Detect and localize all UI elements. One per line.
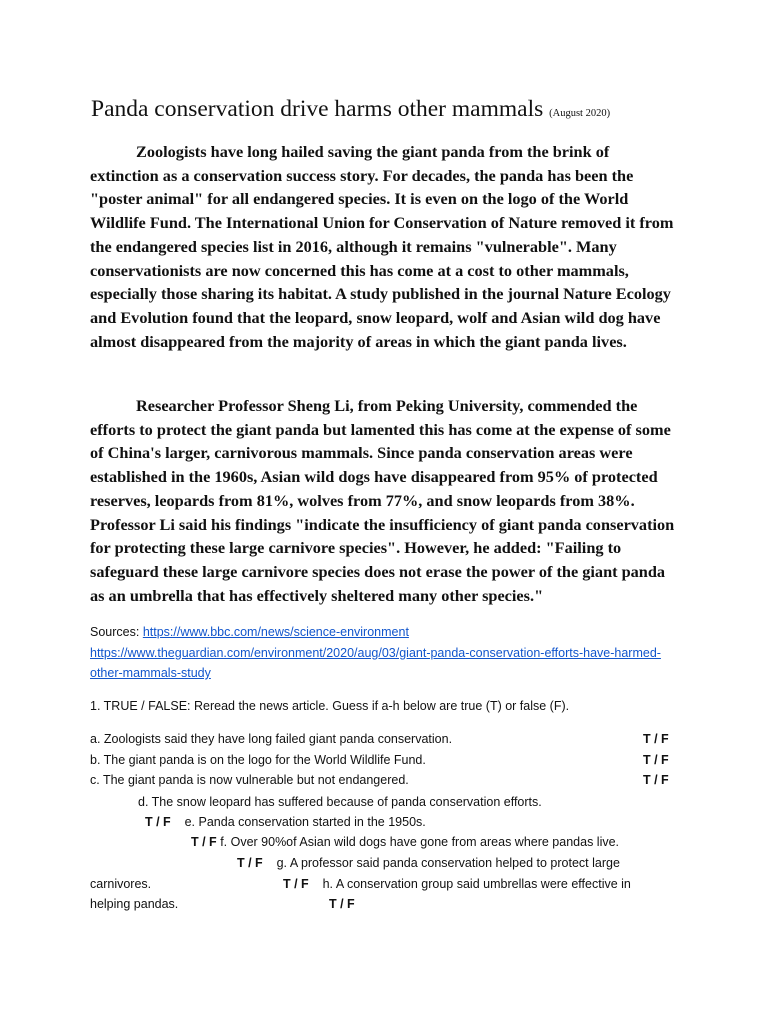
title-text: Panda conservation drive harms other mammals (91, 96, 544, 122)
question-g-row (237, 853, 620, 874)
question-d: d. The snow leopard has suffered because of panda conservation efforts. (138, 795, 542, 809)
paragraph-2-text: Researcher Professor Sheng Li, from Peking University, commended the efforts to protect the giant panda but lamented this has come at the expense of some of China's larger, carnivorous mammals. Since panda conservation areas were established in the 1960s, Asian wild dogs have disappeared from 95% of protected reserves, leopards from 81%, wolves from 77%, and snow leopards from 38%. Professor Li said his findings "indicate the insufficiency of giant panda conservation for protecting these large carnivore species". However, he added: "Failing to safeguard these large carnivore species does not erase the power of the giant panda as an umbrella that has effectively sheltered many other species." (90, 396, 675, 605)
question-f: f. Over 90%of Asian wild dogs have gone from areas where pandas live. (220, 835, 620, 849)
question-h-cont: helping pandas. (90, 897, 179, 911)
tf-mark-d[interactable]: T / F (145, 815, 171, 829)
article-date: (August 2020) (549, 108, 611, 119)
question-a: a. Zoologists said they have long failed giant panda conservation. (90, 732, 453, 746)
question-g-cont: carnivores. (90, 877, 152, 891)
exercise-heading: 1. TRUE / FALSE: Reread the news article. Guess if a-h below are true (T) or false (F). (90, 699, 570, 713)
paragraph-2 (90, 394, 680, 607)
article-title (91, 94, 731, 129)
question-e: e. Panda conservation started in the 1950s. (184, 815, 426, 829)
tf-mark-c[interactable]: T / F (643, 773, 669, 787)
tf-mark-h-row (329, 894, 355, 915)
paragraph-1 (90, 140, 680, 353)
tf-mark-g[interactable]: T / F (283, 877, 309, 891)
source-link-guardian[interactable]: https://www.theguardian.com/environment/2020/aug/03/giant-panda-conservation-efforts-have-harmed-other-mammals-study (90, 645, 661, 680)
question-f-row (191, 832, 619, 853)
source-link-bbc[interactable]: https://www.bbc.com/news/science-environment (142, 625, 409, 639)
question-g: g. A professor said panda conservation helped to protect large (276, 856, 620, 870)
question-c: c. The giant panda is now vulnerable but not endangered. (90, 773, 409, 787)
question-e-row (145, 812, 426, 833)
question-h: h. A conservation group said umbrellas were effective in (322, 877, 631, 891)
tf-mark-e[interactable]: T / F (191, 835, 217, 849)
sources-block (90, 622, 690, 684)
question-h-row (283, 874, 631, 895)
sources-label: Sources: (90, 625, 140, 639)
tf-mark-a[interactable]: T / F (643, 732, 669, 746)
tf-mark-f[interactable]: T / F (237, 856, 263, 870)
tf-mark-h[interactable]: T / F (329, 897, 355, 911)
paragraph-1-text: Zoologists have long hailed saving the giant panda from the brink of extinction as a conservation success story. For decades, the panda has been the "poster animal" for all endangered species. It is even on the logo of the World Wildlife Fund. The International Union for Conservation of Nature removed it from the endangered species list in 2016, although it remains "vulnerable". Many conservationists are now concerned this has come at a cost to other mammals, especially those sharing its habitat. A study published in the journal Nature Ecology and Evolution found that the leopard, snow leopard, wolf and Asian wild dog have almost disappeared from the majority of areas in which the giant panda lives. (90, 142, 674, 351)
question-b: b. The giant panda is on the logo for the World Wildlife Fund. (90, 753, 426, 767)
tf-mark-b[interactable]: T / F (643, 753, 669, 767)
